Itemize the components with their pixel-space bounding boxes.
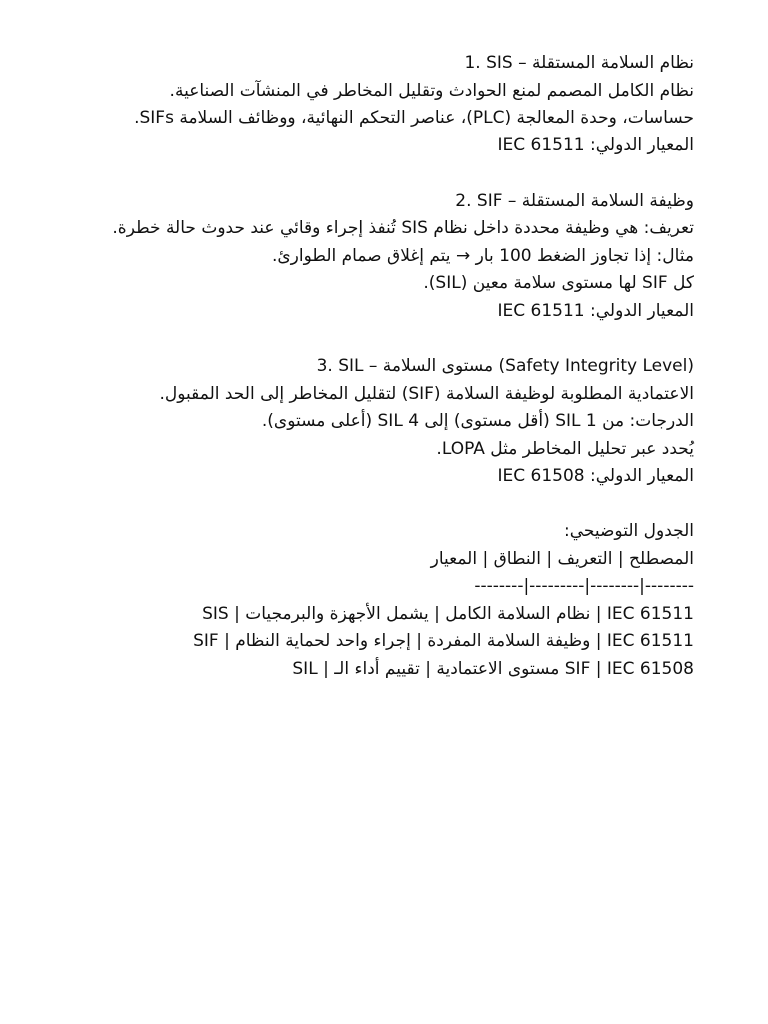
table-header: المصطلح | التعريف | النطاق | المعيار <box>430 549 694 569</box>
section-2-line: مثال: إذا تجاوز الضغط 100 بار → يتم إغلاق صمام الطوارئ. <box>271 246 694 266</box>
section-3-line: الاعتمادية المطلوبة لوظيفة السلامة (SIF) لتقليل المخاطر إلى الحد المقبول. <box>159 384 694 404</box>
section-1-line: حساسات، وحدة المعالجة (PLC)، عناصر التحكم النهائية، ووظائف السلامة SIFs. <box>134 108 694 128</box>
section-3-line: يُحدد عبر تحليل المخاطر مثل LOPA. <box>436 439 694 459</box>
section-1-standard: المعيار الدولي: IEC 61511 <box>497 135 694 155</box>
table-row: SIL | مستوى الاعتمادية | تقييم أداء الـ SIF | IEC 61508 <box>292 659 694 679</box>
section-3-standard: المعيار الدولي: IEC 61508 <box>497 466 694 486</box>
table-title: الجدول التوضيحي: <box>563 521 694 541</box>
section-1-line: نظام الكامل المصمم لمنع الحوادث وتقليل المخاطر في المنشآت الصناعية. <box>169 81 694 101</box>
section-3-heading: 3. SIL – مستوى السلامة (Safety Integrity Level) <box>316 356 694 376</box>
section-2-line: تعريف: هي وظيفة محددة داخل نظام SIS تُنفذ إجراء وقائي عند حدوث حالة خطرة. <box>112 218 694 238</box>
table-separator: --------|---------|--------|-------- <box>474 576 694 596</box>
section-2-standard: المعيار الدولي: IEC 61511 <box>497 301 694 321</box>
section-2-heading: 2. SIF – وظيفة السلامة المستقلة <box>455 191 694 211</box>
table-row: SIF | وظيفة السلامة المفردة | إجراء واحد لحماية النظام | IEC 61511 <box>193 631 694 651</box>
section-3-line: الدرجات: من SIL 1 (أقل مستوى) إلى SIL 4 (أعلى مستوى). <box>261 411 694 431</box>
section-2-line: كل SIF لها مستوى سلامة معين (SIL). <box>423 273 694 293</box>
section-1-heading: 1. SIS – نظام السلامة المستقلة <box>464 53 694 73</box>
table-row: SIS | نظام السلامة الكامل | يشمل الأجهزة والبرمجيات | IEC 61511 <box>202 604 694 624</box>
